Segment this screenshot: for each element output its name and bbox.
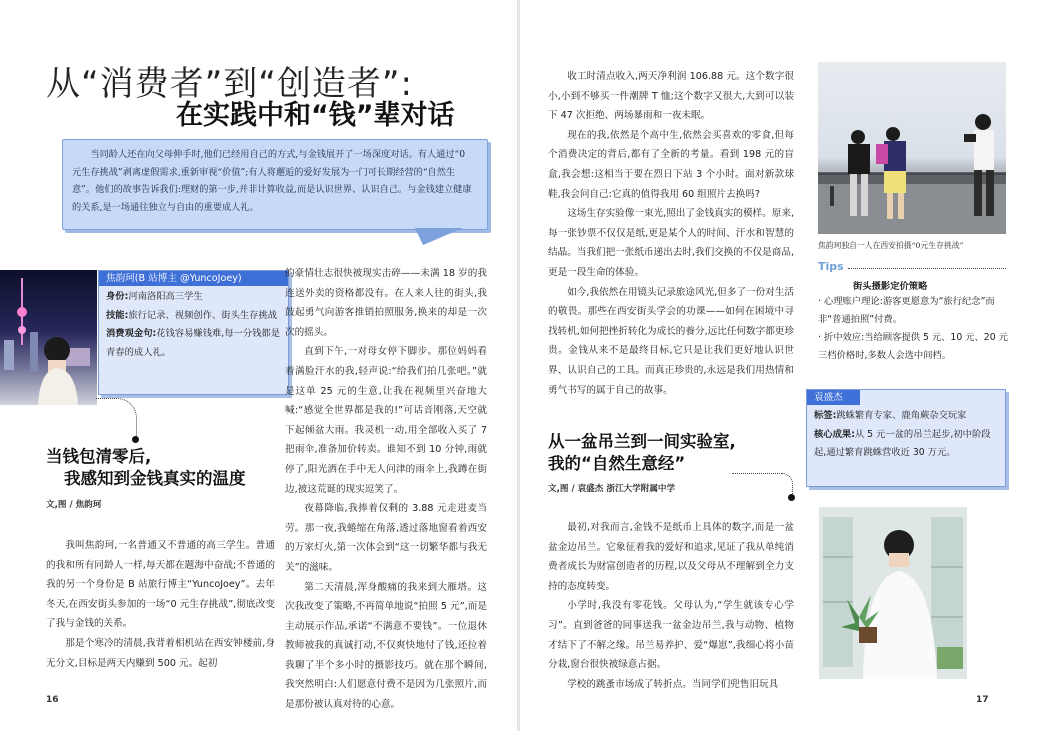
article2-title-line1: 从一盆吊兰到一间实验室, bbox=[548, 432, 736, 451]
profile-line-quote bbox=[106, 325, 283, 362]
profile-key: 消费观金句: bbox=[106, 328, 157, 339]
profile-key: 身份: bbox=[106, 291, 129, 302]
page-number-left: 16 bbox=[46, 695, 59, 705]
headline-line1: 从“消费者”到“创造者”: bbox=[46, 64, 413, 104]
tips-title: 街头摄影定价策略 bbox=[853, 281, 928, 292]
tips-list bbox=[818, 293, 1008, 365]
tips-divider bbox=[848, 268, 1006, 269]
paragraph: 如今,我依然在用镜头记录旅途风光,但多了一份对生活的敬畏。那些在西安街头学会的功课——如何在困境中寻找转机,如何把挫折转化为成长的養分,远比任何数字都更珍贵。金钱从来不是最终目标,它只是让我们更好地认识世界、认识自己的工具。而真正珍贵的,永远是我们用热情和勇气书写的属于自己的故事。 bbox=[548, 286, 794, 396]
tips-item: · 心理账户理论:游客更愿意为“旅行纪念”而非“普通拍照”付费。 bbox=[818, 296, 995, 325]
profile-card-body bbox=[807, 405, 1005, 463]
article2-title-line2: 我的“自然生意经” bbox=[548, 454, 686, 473]
paragraph: 那是个寒冷的清晨,我背着相机站在西安钟楼前,身无分文,目标是两天内赚到 500 元。起初 bbox=[46, 637, 275, 669]
intro-text: 当同龄人还在向父母伸手时,他们已经用自己的方式,与金钱展开了一场深度对话。有人通过“0元生存挑战”剥离虚假需求,重新审视“价值”;有人将邂逅的爱好发展为一门可长期经营的“自然生意”。他们的故事告诉我们:理财的第一步,并非计算收益,而是认识世界、认识自己。与金钱建立健康的关系,是一场通往独立与自由的重要成人礼。 bbox=[72, 149, 472, 213]
profile-line-skills bbox=[106, 307, 283, 326]
paragraph: 学校的跳蚤市场成了转折点。当同学们兜售旧玩具 bbox=[567, 678, 779, 690]
profile-line-identity bbox=[106, 288, 283, 307]
headline-line2: 在实践中和“钱”辈对话 bbox=[176, 100, 455, 131]
paragraph: 小学时,我没有零花钱。父母认为,“学生就该专心学习”。直到爸爸的同事送我一盆金边吊兰,我与动物、植物才结下了不解之缘。吊兰易养护、爱“爆崽”,我细心将小苗分栽,窗台很快被绿意占据。 bbox=[548, 600, 794, 671]
profile-value: 花钱容易赚钱难,每一分钱都是青春的成人礼。 bbox=[106, 328, 281, 358]
profile-value: 河南洛阳高三学生 bbox=[128, 291, 203, 302]
paragraph: 夜幕降临,我捧着仅剩的 3.88 元走进麦当劳。那一夜,我蜷缩在角落,透过落地窗看着西安的万家灯火,第一次体会到“这一切繁华都与我无关”的滋味。 bbox=[285, 503, 487, 573]
intro-bubble-tail bbox=[415, 228, 463, 245]
article1-column1 bbox=[46, 536, 275, 673]
connector-dot bbox=[132, 436, 139, 443]
photo-lab-plants bbox=[819, 507, 967, 679]
paragraph: 我叫焦韵珂,一名普通又不普通的高三学生。普通的我和所有同龄人一样,每天都在题海中奋战;不普通的我的另一个身份是 B 站旅行博主“YuncoJoey”。去年冬天,在西安街头参加的一场“0 元生存挑战”,彻底改变了我与金钱的关系。 bbox=[46, 540, 275, 630]
profile-card-jiao bbox=[98, 270, 289, 395]
paragraph: 第二天清晨,浑身酸痛的我来到大雁塔。这次我改变了策略,不再简单地说“拍照 5 元”,而是主动展示作品,承诺“不满意不要钱”。一位退休教师被我的真诚打动,不仅爽快地付了钱,还拉着我聊了半个多小时的摄影技巧。就在那个瞬间,我突然明白:人们愿意付费不是因为几张照片,而是那份被认真对待的心意。 bbox=[285, 581, 487, 711]
portrait-photo-shanghai-night bbox=[0, 270, 97, 405]
article1-column3 bbox=[548, 67, 794, 400]
profile-card-body bbox=[99, 286, 288, 362]
paragraph: 的豪情壮志很快被现实击碎——未满 18 岁的我连送外卖的资格都没有。在人来人往的街头,我鼓起勇气向游客推销拍照服务,换来的却是一次次的摇头。 bbox=[285, 268, 487, 338]
photo-street-challenge bbox=[818, 62, 1006, 234]
profile-key: 核心成果: bbox=[814, 428, 855, 440]
article1-byline: 文,图 / 焦韵珂 bbox=[46, 500, 102, 510]
tips-item: · 折中效应:当给顾客提供 5 元、10 元、20 元三档价格时,多数人会选中间档。 bbox=[818, 332, 1008, 361]
profile-value: 旅行记录、视频创作、街头生存挑战 bbox=[128, 309, 278, 321]
paragraph: 直到下午,一对母女停下脚步。那位妈妈看着满脸汗水的我,轻声说:“给我们拍几张吧。”就是这单 25 元的生意,让我在视频里兴奋地大喊:“感觉全世界都是我的!”可话音刚落,天空就下起倾盆大雨。我灵机一动,用全部收入买了 7 把雨伞,准备加价转卖。谁知不到 10 分钟,雨就停了,阳光洒在手中无人问津的雨伞上,我蹲在街边,被这荒诞的现实逗笑了。 bbox=[285, 346, 487, 495]
profile-card-header: 袁盛杰 bbox=[807, 390, 860, 405]
article1-title-line1: 当钱包清零后, bbox=[46, 447, 152, 466]
paragraph: 最初,对我而言,金钱不是纸币上具体的数字,而是一盆盆金边吊兰。它象征着我的爱好和追求,见证了我从单纯消费者成长为财富创造者的历程,以及父母从不理解到全力支持的态度转变。 bbox=[548, 522, 794, 592]
profile-value: 从 5 元一盆的吊兰起步,初中阶段起,通过繁育跳蛛营收近 30 万元。 bbox=[814, 428, 991, 458]
profile-line-tags bbox=[814, 407, 1000, 426]
connector-line bbox=[732, 473, 782, 474]
profile-card-yuan bbox=[806, 389, 1006, 487]
article2-byline: 文,图 / 袁盛杰 浙江大学附属中学 bbox=[548, 484, 676, 494]
article1-title-line2: 我感知到金钱真实的温度 bbox=[64, 469, 246, 488]
article1-column2 bbox=[285, 264, 487, 715]
tips-label: Tips bbox=[818, 260, 844, 273]
connector-line bbox=[782, 473, 793, 494]
profile-key: 标签: bbox=[814, 410, 837, 421]
profile-card-header: 焦韵珂(B 站博主 @YuncoJoey) bbox=[99, 271, 288, 286]
paragraph: 收工时清点收入,两天净利润 106.88 元。这个数字很小,小到不够买一件潮牌 T 恤;这个数字又很大,大到可以装下 47 次拒绝、两场暴雨和一夜未眠。 bbox=[548, 71, 794, 122]
page-spine bbox=[517, 0, 520, 731]
profile-key: 技能: bbox=[106, 309, 129, 321]
page-number-right: 17 bbox=[976, 695, 989, 705]
article2-body bbox=[548, 518, 794, 694]
profile-line-results bbox=[814, 426, 1000, 463]
photo-caption: 焦韵珂独自一人在西安拍摄“0元生存挑战” bbox=[818, 241, 964, 250]
paragraph: 现在的我,依然是个高中生,依然会买喜欢的零食,但每个消费决定的背后,都有了全新的考量。看到 198 元的盲盒,我会想:这相当于要在烈日下站 3 个小时。面对新款球鞋,我会问自己:它真的值得我用 60 组照片去换吗? bbox=[548, 129, 794, 200]
connector-line bbox=[96, 398, 137, 439]
paragraph: 这场生存实验像一束光,照出了金钱真实的模样。原来,每一张钞票不仅仅是纸,更是某个人的时间、汗水和智慧的结晶。当我们把一张纸币递出去时,我们交换的不仅是商品,更是一段生命的体验。 bbox=[548, 208, 794, 278]
profile-value: 跳蛛繁育专家、鹿角蕨杂交玩家 bbox=[836, 410, 967, 421]
connector-dot bbox=[788, 494, 795, 501]
